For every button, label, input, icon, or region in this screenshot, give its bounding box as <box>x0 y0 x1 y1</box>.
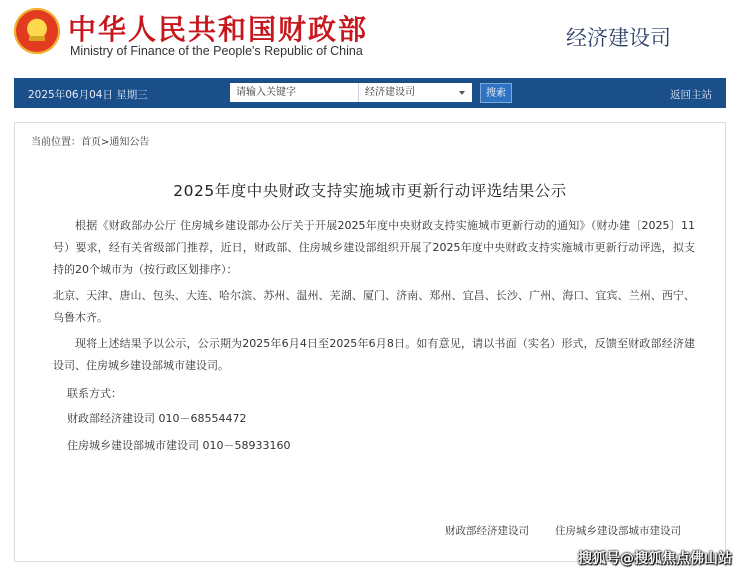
article-paragraph-notice: 现将上述结果予以公示，公示期为2025年6月4日至2025年6月8日。如有意见，请以书面（实名）形式，反馈至财政部经济建设司、住房城乡建设部城市建设司。 <box>53 337 695 372</box>
signer-mof: 财政部经济建设司 <box>445 525 529 537</box>
breadcrumb-section-link[interactable]: 通知公告 <box>109 137 150 148</box>
search-scope-value: 经济建设司 <box>365 87 415 98</box>
contact-mohurd: 住房城乡建设部城市建设司 010－58933160 <box>67 439 291 452</box>
search-input[interactable] <box>230 83 362 102</box>
chevron-down-icon <box>459 91 465 95</box>
breadcrumb-prefix: 当前位置： <box>31 137 81 148</box>
breadcrumb-home-link[interactable]: 首页 <box>81 137 101 148</box>
search-scope-select[interactable] <box>358 83 472 102</box>
current-date: 2025年06月04日 星期三 <box>28 89 148 101</box>
national-emblem-icon <box>14 8 60 54</box>
source-watermark: 搜狐号@搜狐焦点佛山站 <box>578 551 732 567</box>
breadcrumb-separator: > <box>101 137 110 148</box>
article-paragraph-intro: 根据《财政部办公厅 住房城乡建设部办公厅关于开展2025年度中央财政支持实施城市更新行动的通知》（财办建〔2025〕11号）要求，经有关省级部门推荐，近日，财政部、住房城乡建设部组织开展了2025年度中央财政支持实施城市更新行动评选，拟支持的20个城市为（按行政区划排序）： <box>53 219 695 276</box>
article-container <box>14 122 726 562</box>
article-paragraph-cities: 北京、天津、唐山、包头、大连、哈尔滨、苏州、温州、芜湖、厦门、济南、郑州、宜昌、长沙、广州、海口、宜宾、兰州、西宁、乌鲁木齐。 <box>53 289 695 324</box>
signer-mohurd: 住房城乡建设部城市建设司 <box>555 525 681 537</box>
site-title-cn: 中华人民共和国财政部 <box>68 13 369 46</box>
contact-label: 联系方式： <box>67 387 122 400</box>
site-title-en: Ministry of Finance of the People's Republic of China <box>70 44 363 58</box>
site-header <box>0 0 740 78</box>
navigation-bar <box>14 78 726 108</box>
department-name: 经济建设司 <box>566 26 671 50</box>
return-home-link[interactable]: 返回主站 <box>670 89 712 101</box>
search-button[interactable]: 搜索 <box>480 83 512 103</box>
breadcrumb <box>31 133 149 148</box>
contact-mof: 财政部经济建设司 010－68554472 <box>67 412 247 425</box>
article-title: 2025年度中央财政支持实施城市更新行动评选结果公示 <box>173 182 567 200</box>
